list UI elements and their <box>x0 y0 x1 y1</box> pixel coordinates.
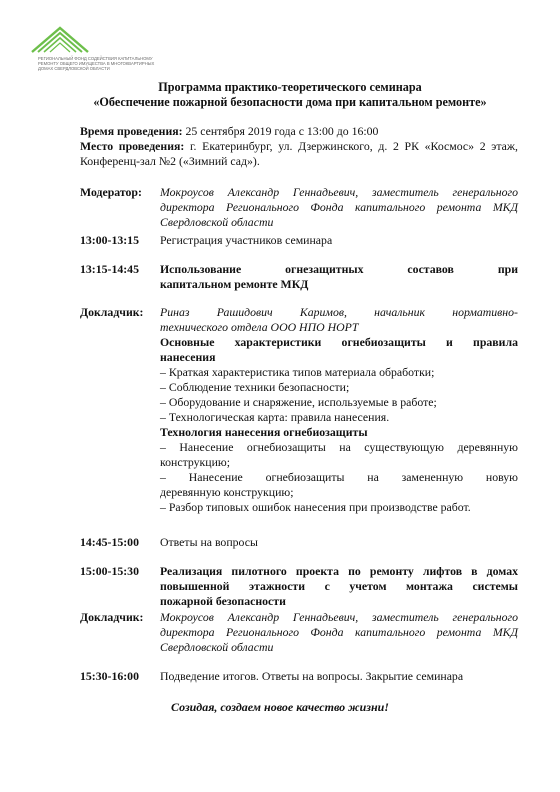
event-time-label: Время проведения: <box>80 124 183 138</box>
page-title <box>60 80 520 110</box>
section-1-item: – Технологическая карта: правила нанесения. <box>160 410 390 424</box>
closing-motto: Созидая, создаем новое качество жизни! <box>171 700 389 714</box>
slot-5-time: 15:30-16:00 <box>80 669 139 683</box>
slot-4-time: 15:00-15:30 <box>80 564 139 578</box>
fund-logo <box>30 22 155 82</box>
section-2-item-a-line-2: конструкцию; <box>160 455 230 469</box>
moderator-text: Мокроусов Александр Геннадьевич, заместитель генерального директора Регионального Фонда капитального ремонта МКД Свердловской области <box>160 185 518 229</box>
section-2-item-b-line-2: деревянную конструкцию; <box>160 485 294 499</box>
speaker-1-body <box>160 305 518 515</box>
section-2-heading: Технология нанесения огнебиозащиты <box>160 425 368 439</box>
section-1-item: – Краткая характеристика типов материала обработки; <box>160 365 435 379</box>
section-1-heading-line-2: нанесения <box>160 350 216 364</box>
event-place-label: Место проведения: <box>80 139 185 153</box>
section-1-item: – Оборудование и снаряжение, используемые в работе; <box>160 395 437 409</box>
event-time <box>80 124 518 139</box>
slot-2-line-1: Использование огнезащитных составов при <box>160 262 518 276</box>
slot-4-text <box>160 564 518 609</box>
slot-4-line-3: пожарной безопасности <box>160 594 286 608</box>
moderator-label: Модератор: <box>80 185 142 199</box>
slot-5-text: Подведение итогов. Ответы на вопросы. Закрытие семинара <box>160 669 464 683</box>
title-line-1: Программа практико-теоретического семинара <box>158 80 422 94</box>
section-2-item-c: – Разбор типовых ошибок нанесения при производстве работ. <box>160 500 471 514</box>
logo-caption: РЕГИОНАЛЬНЫЙ ФОНД СОДЕЙСТВИЯ КАПИТАЛЬНОМУ РЕМОНТУ ОБЩЕГО ИМУЩЕСТВА В МНОГОКВАРТИРНЫХ ДОМАХ СВЕРДЛОВСКОЙ ОБЛАСТИ <box>38 56 155 71</box>
slot-2-text <box>160 262 518 292</box>
slot-1-time: 13:00-13:15 <box>80 233 139 247</box>
slot-2-line-2: капитальном ремонте МКД <box>160 277 309 291</box>
section-1-heading-line-1: Основные характеристики огнебиозащиты и правила <box>160 335 518 349</box>
speaker-1-name-line-2: технического отдела ООО НПО НОРТ <box>160 320 359 334</box>
speaker-1-label: Докладчик: <box>80 305 144 319</box>
event-time-value: 25 сентября 2019 года с 13:00 до 16:00 <box>182 124 379 138</box>
section-2-item-a-line-1: – Нанесение огнебиозащиты на существующую деревянную <box>160 440 518 454</box>
slot-4-line-2: повышенной этажности с учетом монтажа системы <box>160 579 518 593</box>
logo-house-icon <box>30 22 90 56</box>
slot-3-time: 14:45-15:00 <box>80 535 139 549</box>
slot-4-line-1: Реализация пилотного проекта по ремонту лифтов в домах <box>160 564 518 578</box>
speaker-2-text: Мокроусов Александр Геннадьевич, заместитель генерального директора Регионального Фонда капитального ремонта МКД Свердловской области <box>160 610 518 654</box>
speaker-2-label: Докладчик: <box>80 610 144 624</box>
slot-2-time: 13:15-14:45 <box>80 262 139 276</box>
event-place <box>80 139 518 169</box>
slot-1-text: Регистрация участников семинара <box>160 233 333 247</box>
section-2-item-b-line-1: – Нанесение огнебиозащиты на замененную новую <box>160 470 518 484</box>
event-place-value: г. Екатеринбург, ул. Дзержинского, д. 2 РК «Космос» 2 этаж, Конференц-зал №2 («Зимний сад»). <box>80 139 518 168</box>
section-1-item: – Соблюдение техники безопасности; <box>160 380 350 394</box>
event-info <box>80 124 518 169</box>
slot-3-text: Ответы на вопросы <box>160 535 258 549</box>
title-line-2: «Обеспечение пожарной безопасности дома при капитальном ремонте» <box>93 95 487 109</box>
speaker-1-name-line-1: Риназ Рашидович Каримов, начальник нормативно- <box>160 305 518 319</box>
